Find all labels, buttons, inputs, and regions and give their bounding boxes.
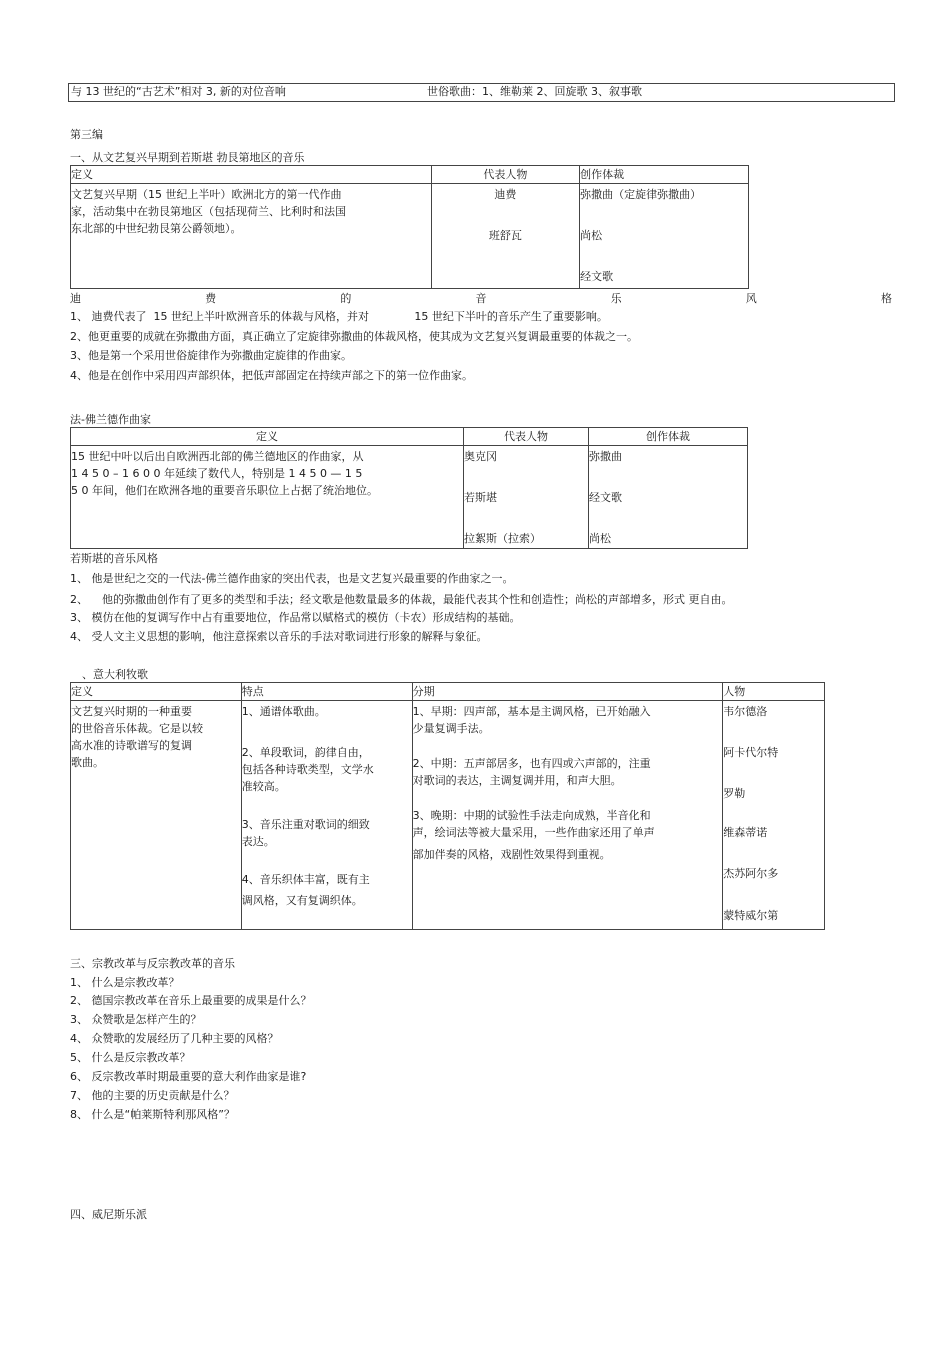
- definition-line: 15 世纪中叶以后出自欧洲西北部的佛兰德地区的作曲家，从: [71, 450, 364, 463]
- header-definition: 定义: [71, 683, 242, 701]
- definition-line: 高水准的诗歌谱写的复调: [71, 739, 192, 752]
- question-item: 4、 众赞歌的发展经历了几种主要的风格？: [70, 1032, 279, 1045]
- madrigal-table: [70, 682, 825, 930]
- top-row-box: [68, 83, 895, 102]
- list-item: 2、他更重要的成就在弥撒曲方面，真正确立了定旋律弥撒曲的体裁风格，使其成为文艺复兴复调最重要的体裁之一。: [70, 330, 638, 343]
- feature-line: 包括各种诗歌类型，文学水: [241, 763, 374, 776]
- definition-line: 5 0 年间，他们在欧洲各地的重要音乐职位上占据了统治地位。: [71, 484, 378, 497]
- person-name: 蒙特威尔第: [723, 909, 779, 922]
- period-line: 2、中期：五声部居多，也有四或六声部的，注重: [412, 757, 651, 770]
- feature-line: 调风格，又有复调织体。: [241, 894, 363, 907]
- top-row-left: 与 13 世纪的“古艺术”相对 3, 新的对位音响: [71, 85, 286, 98]
- header-definition: 定义: [71, 166, 432, 184]
- header-genres: 创作体裁: [589, 428, 748, 446]
- list-item: 2、 他的弥撒曲创作有了更多的类型和手法；经文歌是他数量最多的体裁，最能代表其个性和创造性；尚松的声部增多，形式 更自由。: [70, 593, 733, 606]
- person-name: 阿卡代尔特: [723, 746, 779, 759]
- person-name: 班舒瓦: [488, 229, 522, 242]
- feature-line: 3、音乐注重对歌词的细致: [241, 818, 370, 831]
- feature-line: 表达。: [241, 835, 275, 848]
- section-heading-franco-flemish: 法-佛兰德作曲家: [70, 413, 151, 426]
- list-item: 4、 受人文主义思想的影响，他注意探索以音乐的手法对歌词进行形象的解释与象征。: [70, 630, 488, 643]
- franco-flemish-table: [70, 427, 748, 549]
- section-heading-josquin: 若斯堪的音乐风格: [70, 552, 158, 565]
- feature-line: 1、通谱体歌曲。: [241, 705, 326, 718]
- list-item: 3、他是第一个采用世俗旋律作为弥撒曲定旋律的作曲家。: [70, 349, 352, 362]
- question-item: 6、 反宗教改革时期最重要的意大利作曲家是谁?: [70, 1070, 307, 1083]
- period-line: 3、晚期：中期的试验性手法走向成熟，半音化和: [412, 809, 651, 822]
- definition-line: 东北部的中世纪勃艮第公爵领地）。: [71, 222, 242, 235]
- genre-name: 尚松: [589, 532, 611, 545]
- question-item: 3、 众赞歌是怎样产生的？: [70, 1013, 202, 1026]
- question-item: 2、 德国宗教改革在音乐上最重要的成果是什么？: [70, 994, 312, 1007]
- period-line: 1、早期：四声部，基本是主调风格，已开始融入: [412, 705, 651, 718]
- section-heading-burgundy: 一、从文艺复兴早期到若斯堪 勃艮第地区的音乐: [70, 151, 305, 164]
- genre-name: 弥撒曲: [589, 450, 622, 463]
- part-title: 第三编: [70, 128, 103, 141]
- heading-char: 格: [880, 292, 892, 305]
- person-name: 韦尔德洛: [723, 705, 768, 718]
- section-heading-venice: 四、威尼斯乐派: [70, 1208, 147, 1221]
- header-definition: 定义: [71, 428, 464, 446]
- period-line: 声，绘词法等被大量采用，一些作曲家还用了单声: [412, 826, 655, 839]
- header-periods: 分期: [412, 683, 723, 701]
- question-item: 8、 什么是“帕莱斯特利那风格”？: [70, 1108, 235, 1121]
- period-line: 少量复调手法。: [412, 722, 490, 735]
- list-item: 3、 模仿在他的复调写作中占有重要地位，作品常以赋格式的模仿（卡农）形成结构的基础。: [70, 611, 521, 624]
- heading-char: 迪: [70, 292, 81, 305]
- list-item: 1、 迪费代表了 15 世纪上半叶欧洲音乐的体裁与风格，并对 15 世纪下半叶的音乐产生了重要影响。: [70, 310, 608, 323]
- header-people: 代表人物: [431, 166, 580, 184]
- list-item: 1、 他是世纪之交的一代法-佛兰德作曲家的突出代表，也是文艺复兴最重要的作曲家之一。: [70, 572, 514, 585]
- feature-line: 4、音乐织体丰富，既有主: [241, 873, 370, 886]
- header-features: 特点: [241, 683, 412, 701]
- feature-line: 2、单段歌词，韵律自由，: [241, 746, 370, 759]
- heading-char: 费: [205, 292, 217, 305]
- burgundy-table: [70, 165, 749, 289]
- person-name: 杰苏阿尔多: [723, 867, 779, 880]
- person-name: 迪费: [494, 188, 517, 201]
- period-line: 对歌词的表达，主调复调并用，和声大胆。: [412, 774, 622, 787]
- section-heading-madrigal: 、意大利牧歌: [82, 668, 148, 681]
- heading-char: 风: [745, 292, 757, 305]
- definition-line: 家，活动集中在勃艮第地区（包括现荷兰、比利时和法国: [71, 205, 346, 218]
- person-name: 维森蒂诺: [723, 826, 768, 839]
- list-item: 4、他是在创作中采用四声部织体，把低声部固定在持续声部之下的第一位作曲家。: [70, 369, 473, 382]
- section-heading-reformation: 三、宗教改革与反宗教改革的音乐: [70, 957, 235, 970]
- header-people: 人物: [723, 683, 825, 701]
- question-item: 7、 他的主要的历史贡献是什么？: [70, 1089, 235, 1102]
- heading-char: 乐: [610, 292, 622, 305]
- person-name: 拉絮斯（拉索）: [464, 532, 541, 545]
- definition-line: 文艺复兴早期（15 世纪上半叶）欧洲北方的第一代作曲: [71, 188, 342, 201]
- genre-name: 弥撒曲（定旋律弥撒曲）: [580, 188, 702, 201]
- definition-line: 1 4 5 0 – 1 6 0 0 年延续了数代人，特别是 1 4 5 0 — 1 5: [71, 467, 363, 480]
- person-name: 若斯堪: [464, 491, 497, 504]
- feature-line: 准较高。: [241, 780, 286, 793]
- person-name: 奥克冈: [464, 450, 497, 463]
- definition-line: 的世俗音乐体裁。它是以较: [71, 722, 203, 735]
- dufay-style-heading: [70, 290, 892, 306]
- top-row-right: 世俗歌曲：1、维勒莱 2、回旋歌 3、叙事歌: [427, 85, 642, 98]
- definition-line: 文艺复兴时期的一种重要: [71, 705, 192, 718]
- header-people: 代表人物: [464, 428, 589, 446]
- genre-name: 经文歌: [589, 491, 622, 504]
- question-item: 1、 什么是宗教改革？: [70, 976, 180, 989]
- genre-name: 尚松: [580, 229, 603, 242]
- heading-char: 的: [340, 292, 352, 305]
- heading-char: 音: [475, 292, 487, 305]
- definition-line: 歌曲。: [71, 756, 104, 769]
- period-line: 部加伴奏的风格，戏剧性效果得到重视。: [412, 848, 611, 861]
- question-item: 5、 什么是反宗教改革？: [70, 1051, 191, 1064]
- header-genres: 创作体裁: [580, 166, 749, 184]
- person-name: 罗勒: [723, 787, 746, 800]
- genre-name: 经文歌: [580, 270, 614, 283]
